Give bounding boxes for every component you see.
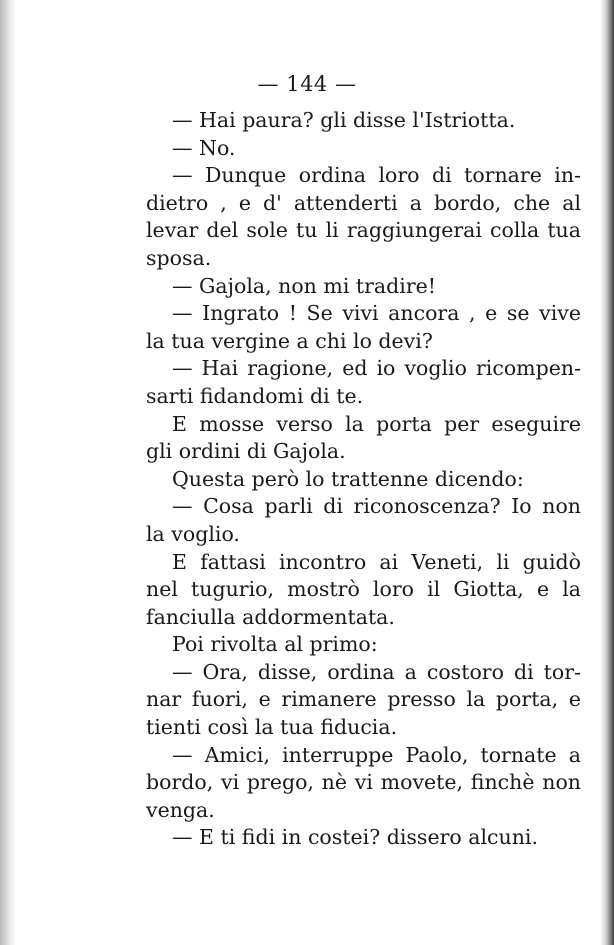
page-number: — 144 —: [257, 72, 357, 96]
page-right-shadow: [600, 0, 614, 945]
text-line: — Ora, disse, ordina a costoro di tor-: [172, 659, 581, 684]
text-line: — E ti fidi in costei? dissero alcuni.: [172, 825, 538, 850]
text-line: gli ordini di Gajola.: [146, 439, 346, 464]
text-line: bordo, vi prego, nè vi movete, finchè non: [146, 770, 581, 795]
text-line: — Hai ragione, ed io voglio ricompen-: [172, 356, 581, 381]
page-body-text: [146, 107, 581, 852]
text-line: la tua vergine a chi lo devi?: [146, 328, 433, 353]
text-line: dietro , e d' attenderti a bordo, che al: [146, 190, 581, 215]
text-line: nar fuori, e rimanere presso la porta, e: [146, 687, 581, 712]
text-line: levar del sole tu li raggiungerai colla tua: [146, 218, 581, 243]
text-line: — Amici, interruppe Paolo, tornate a: [172, 742, 581, 767]
text-line: nel tugurio, mostrò loro il Giotta, e la: [146, 577, 581, 602]
text-line: — Dunque ordina loro di tornare in-: [172, 163, 581, 188]
text-line: Poi rivolta al primo:: [172, 632, 378, 657]
text-line: — Cosa parli di riconoscenza? Io non: [172, 494, 581, 519]
text-line: tienti così la tua fiducia.: [146, 715, 398, 740]
text-line: — Gajola, non mi tradire!: [172, 273, 437, 298]
text-line: fanciulla addormentata.: [146, 604, 395, 629]
text-line: — Ingrato ! Se vivi ancora , e se vive: [172, 301, 581, 326]
page-left-shadow: [0, 0, 16, 945]
text-line: E fattasi incontro ai Veneti, li guidò: [172, 549, 581, 574]
text-line: venga.: [146, 797, 215, 822]
text-line: — Hai paura? gli disse l'Istriotta.: [172, 108, 516, 132]
text-line: Questa però lo trattenne dicendo:: [172, 466, 524, 491]
text-line: sarti fidandomi di te.: [146, 383, 364, 408]
text-line: — No.: [172, 135, 236, 160]
text-line: la voglio.: [146, 521, 240, 546]
text-line: E mosse verso la porta per eseguire: [172, 411, 581, 436]
text-line: sposa.: [146, 245, 212, 270]
